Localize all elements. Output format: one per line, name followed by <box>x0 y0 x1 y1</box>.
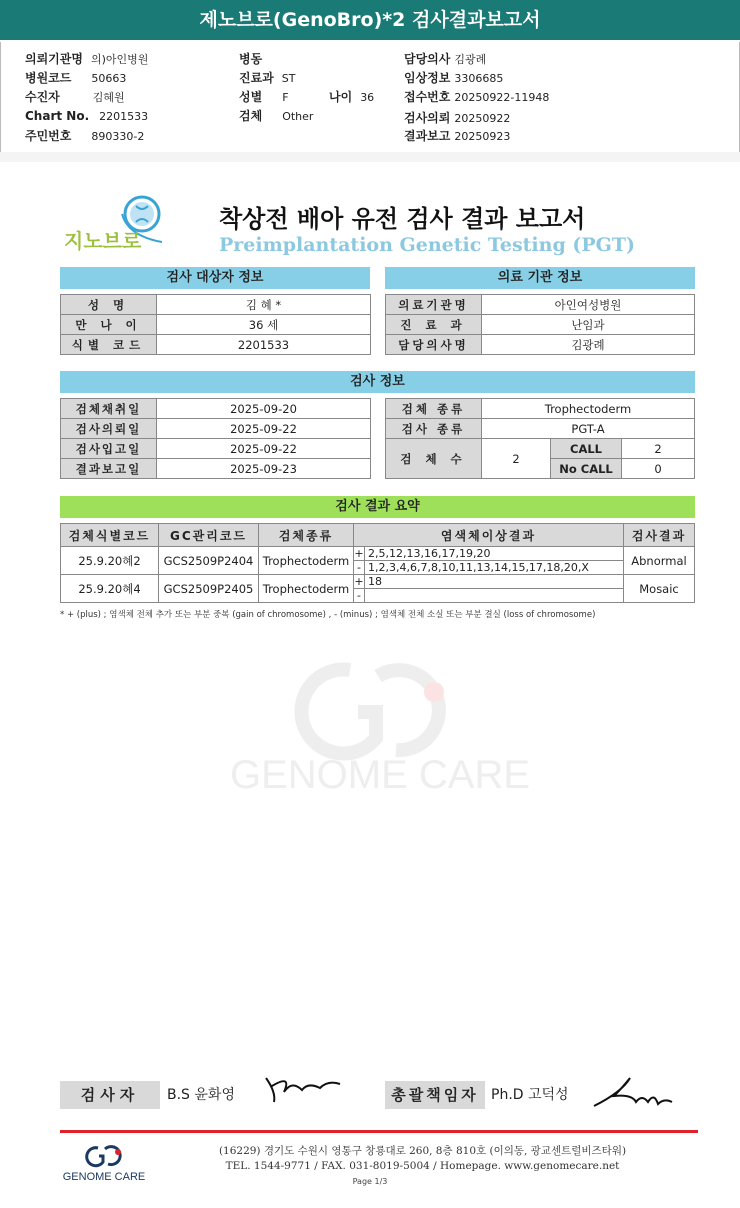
specimen-type: Trophectoderm <box>259 575 354 603</box>
genobro-logo <box>62 192 182 256</box>
svg-text:GENOME CARE: GENOME CARE <box>62 1171 146 1183</box>
table-row <box>61 439 371 459</box>
test-info-heading: 검사 정보 <box>60 371 695 393</box>
chromosome-result <box>354 575 624 603</box>
test-date-key: 검사의뢰일 <box>61 419 157 439</box>
info-right-4: 결과보고 20250923 <box>404 129 511 143</box>
test-date-key: 검체채취일 <box>61 399 157 419</box>
table-row <box>61 335 371 355</box>
table-row <box>386 315 695 335</box>
nocall-key: No CALL <box>551 459 622 479</box>
minus-sign: - <box>354 561 365 574</box>
institution-key: 담당의사명 <box>386 335 482 355</box>
plus-sign: + <box>354 547 364 560</box>
subject-value: 김 혜 * <box>157 295 371 315</box>
genobro-logo-icon <box>62 192 182 256</box>
footer-address <box>210 1144 635 1174</box>
examiner-signature-icon <box>262 1072 342 1108</box>
director-label: 총괄책임자 <box>385 1081 485 1109</box>
col-header: 검체식별코드 <box>61 524 159 547</box>
info-mid-1: 진료과 ST <box>239 71 296 85</box>
specimen-id: 25.9.20혜4 <box>61 575 159 603</box>
genome-care-logo-icon <box>60 1142 160 1184</box>
table-row <box>61 547 695 575</box>
document-subtitle: Preimplantation Genetic Testing (PGT) <box>219 234 635 256</box>
subject-value: 2201533 <box>157 335 371 355</box>
svg-text:지노브로: 지노브로 <box>64 229 142 253</box>
table-row <box>61 315 371 335</box>
info-left-2: 수진자 김혜원 <box>25 90 125 104</box>
col-header: 검사결과 <box>624 524 695 547</box>
info-left-1: 병원코드 50663 <box>25 71 127 85</box>
test-dates-table <box>60 398 371 479</box>
specimen-id: 25.9.20혜2 <box>61 547 159 575</box>
minus-sign: - <box>354 589 365 602</box>
specimen-info-table <box>385 398 695 479</box>
info-left-4: 주민번호 890330-2 <box>25 129 145 143</box>
specimen-type: Trophectoderm <box>259 547 354 575</box>
info-right-0: 담당의사 김광례 <box>404 52 487 66</box>
test-date-key: 결과보고일 <box>61 459 157 479</box>
examiner-name: B.S 윤화영 <box>167 1087 235 1103</box>
specimen-type-key: 검체 종류 <box>386 399 482 419</box>
subject-key: 성 명 <box>61 295 157 315</box>
call-value: 2 <box>622 439 695 459</box>
subject-info-table <box>60 294 371 355</box>
subject-key: 만 나 이 <box>61 315 157 335</box>
institution-key: 의료기관명 <box>386 295 482 315</box>
info-right-3: 검사의뢰 20250922 <box>404 111 511 125</box>
director-signature-icon <box>592 1072 674 1112</box>
table-row <box>386 399 695 419</box>
test-result: Abnormal <box>624 547 695 575</box>
info-left-0: 의뢰기관명 의)아인병원 <box>25 52 149 66</box>
document-title: 착상전 배아 유전 검사 결과 보고서 <box>219 205 586 233</box>
svg-text:GENOME CARE: GENOME CARE <box>229 753 531 797</box>
gc-code: GCS2509P2405 <box>159 575 259 603</box>
chromosome-gain: 18 <box>368 575 382 588</box>
test-date-value: 2025-09-22 <box>157 439 371 459</box>
contact-line: TEL. 1544-9771 / FAX. 031-8019-5004 / Homepage. www.genomecare.net <box>225 1160 620 1172</box>
col-header: 염색체이상결과 <box>354 524 624 547</box>
institution-value: 김광례 <box>482 335 695 355</box>
specimen-count-value: 2 <box>482 439 551 479</box>
chromosome-loss <box>365 589 368 602</box>
result-summary-table <box>60 523 695 603</box>
institution-info-table <box>385 294 695 355</box>
institution-key: 진 료 과 <box>386 315 482 335</box>
test-date-value: 2025-09-20 <box>157 399 371 419</box>
info-left-3: Chart No. 2201533 <box>25 109 149 123</box>
test-date-value: 2025-09-22 <box>157 419 371 439</box>
result-summary-heading: 검사 결과 요약 <box>60 496 695 518</box>
test-type-key: 검사 종류 <box>386 419 482 439</box>
table-row <box>61 575 695 603</box>
col-header: GC관리코드 <box>159 524 259 547</box>
table-row <box>386 419 695 439</box>
info-mid-2: 성별 F <box>239 90 289 104</box>
table-row <box>386 335 695 355</box>
patient-info-box <box>0 42 740 153</box>
institution-value: 아인여성병원 <box>482 295 695 315</box>
test-date-value: 2025-09-23 <box>157 459 371 479</box>
subject-value: 36 세 <box>157 315 371 335</box>
genome-care-logo <box>60 1142 160 1182</box>
plus-sign: + <box>354 575 364 588</box>
test-date-key: 검사입고일 <box>61 439 157 459</box>
institution-info-heading: 의료 기관 정보 <box>385 267 695 289</box>
subject-key: 식별 코드 <box>61 335 157 355</box>
section-gap <box>0 152 740 162</box>
specimen-type-value: Trophectoderm <box>482 399 695 419</box>
info-right-1: 임상정보 3306685 <box>404 71 504 85</box>
call-key: CALL <box>551 439 622 459</box>
test-type-value: PGT-A <box>482 419 695 439</box>
chromosome-loss: 1,2,3,4,6,7,8,10,11,13,14,15,17,18,20,X <box>368 561 589 574</box>
chromosome-result <box>354 547 624 575</box>
info-mid-0: 병동 <box>239 52 263 66</box>
test-result: Mosaic <box>624 575 695 603</box>
info-age: 나이 36 <box>329 90 375 104</box>
table-row <box>61 459 371 479</box>
watermark-logo-icon <box>200 650 560 800</box>
info-right-2: 접수번호 20250922-11948 <box>404 90 550 104</box>
director-name: Ph.D 고덕성 <box>491 1087 569 1103</box>
nocall-value: 0 <box>622 459 695 479</box>
page-number: Page 1/3 <box>352 1177 388 1186</box>
chromosome-gain: 2,5,12,13,16,17,19,20 <box>368 547 491 560</box>
address-line: (16229) 경기도 수원시 영통구 창룡대로 260, 8층 810호 (이의동, 광교센트럴비즈타워) <box>218 1145 627 1157</box>
table-row <box>61 399 371 419</box>
info-mid-3: 검체 Other <box>239 109 314 123</box>
gc-code: GCS2509P2404 <box>159 547 259 575</box>
examiner-label: 검사자 <box>60 1081 160 1109</box>
table-row <box>386 439 695 459</box>
specimen-count-key: 검 체 수 <box>386 439 482 479</box>
institution-value: 난임과 <box>482 315 695 335</box>
table-header-row <box>61 524 695 547</box>
subject-info-heading: 검사 대상자 정보 <box>60 267 370 289</box>
col-header: 검체종류 <box>259 524 354 547</box>
result-footnote: * + (plus) ; 염색체 전체 추가 또는 부분 중복 (gain of chromosome) , - (minus) ; 염색체 전체 소실 또는 부분 결실 (loss of chromosome) <box>60 610 596 620</box>
genome-care-watermark <box>200 650 560 800</box>
table-row <box>61 295 371 315</box>
report-header-title: 제노브로(GenoBro)*2 검사결과보고서 <box>0 0 740 40</box>
table-row <box>61 419 371 439</box>
footer-divider <box>60 1130 698 1133</box>
table-row <box>386 295 695 315</box>
